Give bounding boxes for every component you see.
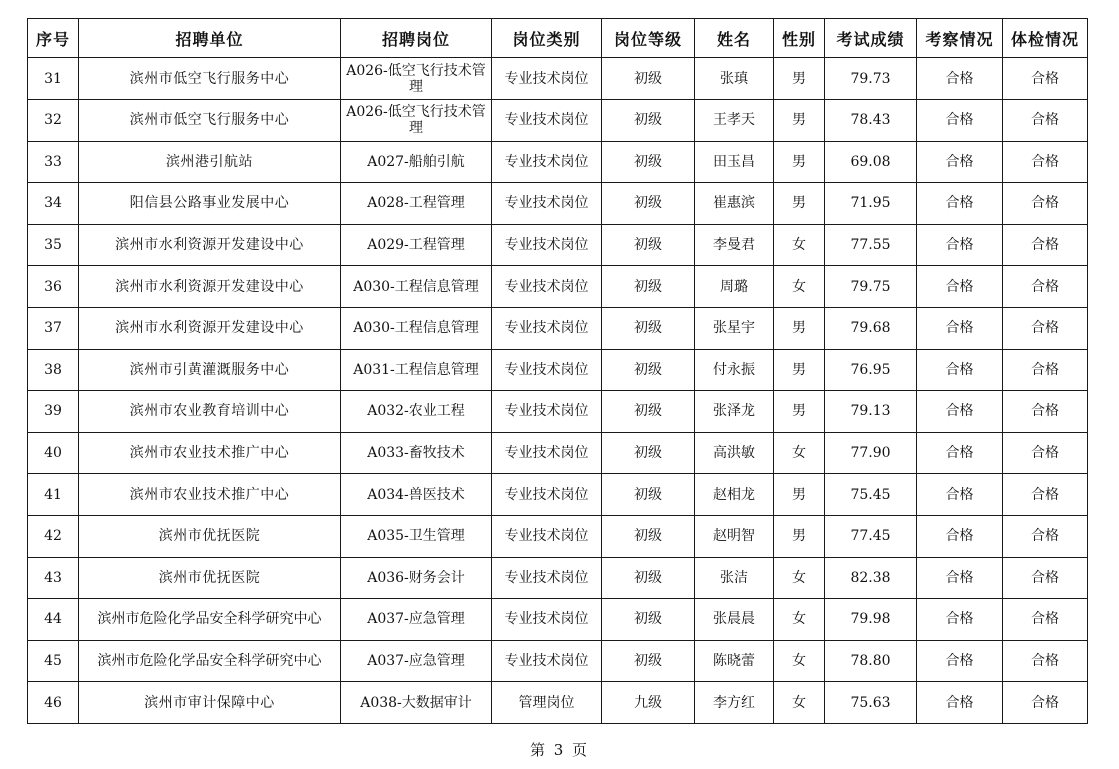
cell-inspection-result: 合格 xyxy=(917,474,1003,516)
cell-post-category: 专业技术岗位 xyxy=(492,266,602,308)
cell-post-category: 专业技术岗位 xyxy=(492,141,602,183)
cell-name: 张晨晨 xyxy=(695,599,774,641)
cell-recruiting-post: A027-船舶引航 xyxy=(341,141,492,183)
cell-inspection-result: 合格 xyxy=(917,391,1003,433)
header-recruiting-unit: 招聘单位 xyxy=(79,19,341,58)
cell-medical-result: 合格 xyxy=(1003,640,1088,682)
table-row xyxy=(28,391,1088,433)
cell-medical-result: 合格 xyxy=(1003,599,1088,641)
header-name: 姓名 xyxy=(695,19,774,58)
cell-serial-number: 44 xyxy=(28,599,79,641)
cell-post-level: 九级 xyxy=(602,682,695,724)
cell-medical-result: 合格 xyxy=(1003,266,1088,308)
cell-recruiting-post: A037-应急管理 xyxy=(341,599,492,641)
table-row xyxy=(28,557,1088,599)
cell-gender: 女 xyxy=(774,640,825,682)
cell-post-category: 专业技术岗位 xyxy=(492,557,602,599)
cell-inspection-result: 合格 xyxy=(917,141,1003,183)
cell-post-level: 初级 xyxy=(602,224,695,266)
cell-gender: 女 xyxy=(774,432,825,474)
table-row xyxy=(28,183,1088,225)
table-row xyxy=(28,266,1088,308)
cell-serial-number: 32 xyxy=(28,100,79,142)
cell-exam-score: 77.90 xyxy=(825,432,917,474)
cell-post-level: 初级 xyxy=(602,557,695,599)
cell-post-level: 初级 xyxy=(602,58,695,100)
cell-recruiting-unit: 滨州市农业技术推广中心 xyxy=(79,432,341,474)
cell-recruiting-post: A028-工程管理 xyxy=(341,183,492,225)
cell-gender: 男 xyxy=(774,100,825,142)
cell-name: 崔惠滨 xyxy=(695,183,774,225)
table-row xyxy=(28,432,1088,474)
cell-name: 付永振 xyxy=(695,349,774,391)
cell-inspection-result: 合格 xyxy=(917,307,1003,349)
cell-gender: 男 xyxy=(774,307,825,349)
cell-gender: 女 xyxy=(774,266,825,308)
cell-exam-score: 79.73 xyxy=(825,58,917,100)
cell-medical-result: 合格 xyxy=(1003,515,1088,557)
cell-gender: 男 xyxy=(774,474,825,516)
cell-recruiting-unit: 滨州市农业教育培训中心 xyxy=(79,391,341,433)
cell-post-category: 专业技术岗位 xyxy=(492,58,602,100)
cell-recruiting-post: A034-兽医技术 xyxy=(341,474,492,516)
cell-recruiting-unit: 滨州市引黄灌溉服务中心 xyxy=(79,349,341,391)
cell-inspection-result: 合格 xyxy=(917,266,1003,308)
cell-recruiting-post: A031-工程信息管理 xyxy=(341,349,492,391)
cell-inspection-result: 合格 xyxy=(917,224,1003,266)
table-row xyxy=(28,474,1088,516)
cell-post-category: 专业技术岗位 xyxy=(492,599,602,641)
table-row xyxy=(28,100,1088,142)
cell-name: 赵相龙 xyxy=(695,474,774,516)
cell-exam-score: 78.80 xyxy=(825,640,917,682)
cell-post-level: 初级 xyxy=(602,599,695,641)
cell-exam-score: 78.43 xyxy=(825,100,917,142)
cell-gender: 男 xyxy=(774,183,825,225)
table-header-row xyxy=(28,19,1088,58)
cell-recruiting-unit: 滨州市审计保障中心 xyxy=(79,682,341,724)
header-inspection-result: 考察情况 xyxy=(917,19,1003,58)
cell-post-level: 初级 xyxy=(602,266,695,308)
cell-recruiting-unit: 滨州市危险化学品安全科学研究中心 xyxy=(79,599,341,641)
cell-exam-score: 79.13 xyxy=(825,391,917,433)
cell-serial-number: 39 xyxy=(28,391,79,433)
cell-inspection-result: 合格 xyxy=(917,599,1003,641)
cell-name: 张星宇 xyxy=(695,307,774,349)
header-medical-result: 体检情况 xyxy=(1003,19,1088,58)
cell-exam-score: 79.68 xyxy=(825,307,917,349)
table-row xyxy=(28,224,1088,266)
cell-recruiting-post: A030-工程信息管理 xyxy=(341,307,492,349)
cell-post-level: 初级 xyxy=(602,391,695,433)
cell-medical-result: 合格 xyxy=(1003,224,1088,266)
cell-medical-result: 合格 xyxy=(1003,432,1088,474)
cell-exam-score: 77.45 xyxy=(825,515,917,557)
header-exam-score: 考试成绩 xyxy=(825,19,917,58)
cell-exam-score: 69.08 xyxy=(825,141,917,183)
cell-exam-score: 75.45 xyxy=(825,474,917,516)
page-number: 第 3 页 xyxy=(529,741,590,759)
cell-post-category: 专业技术岗位 xyxy=(492,349,602,391)
cell-serial-number: 45 xyxy=(28,640,79,682)
cell-serial-number: 42 xyxy=(28,515,79,557)
cell-serial-number: 37 xyxy=(28,307,79,349)
cell-recruiting-unit: 滨州市优抚医院 xyxy=(79,557,341,599)
cell-recruiting-post: A037-应急管理 xyxy=(341,640,492,682)
cell-recruiting-unit: 滨州市水利资源开发建设中心 xyxy=(79,224,341,266)
cell-serial-number: 34 xyxy=(28,183,79,225)
cell-serial-number: 40 xyxy=(28,432,79,474)
header-post-level: 岗位等级 xyxy=(602,19,695,58)
recruitment-roster-table xyxy=(27,18,1088,724)
cell-inspection-result: 合格 xyxy=(917,58,1003,100)
cell-post-category: 专业技术岗位 xyxy=(492,183,602,225)
cell-name: 王孝天 xyxy=(695,100,774,142)
table-body xyxy=(28,58,1088,724)
cell-name: 田玉昌 xyxy=(695,141,774,183)
cell-medical-result: 合格 xyxy=(1003,391,1088,433)
cell-name: 李方红 xyxy=(695,682,774,724)
cell-recruiting-post: A035-卫生管理 xyxy=(341,515,492,557)
cell-serial-number: 46 xyxy=(28,682,79,724)
cell-serial-number: 33 xyxy=(28,141,79,183)
cell-recruiting-unit: 滨州市低空飞行服务中心 xyxy=(79,100,341,142)
cell-serial-number: 41 xyxy=(28,474,79,516)
cell-post-level: 初级 xyxy=(602,432,695,474)
cell-exam-score: 76.95 xyxy=(825,349,917,391)
cell-gender: 男 xyxy=(774,391,825,433)
header-post-category: 岗位类别 xyxy=(492,19,602,58)
table-row xyxy=(28,682,1088,724)
table-row xyxy=(28,141,1088,183)
cell-gender: 男 xyxy=(774,349,825,391)
table-row xyxy=(28,640,1088,682)
header-serial-number: 序号 xyxy=(28,19,79,58)
header-gender: 性别 xyxy=(774,19,825,58)
cell-exam-score: 77.55 xyxy=(825,224,917,266)
cell-name: 周璐 xyxy=(695,266,774,308)
cell-recruiting-unit: 滨州市农业技术推广中心 xyxy=(79,474,341,516)
cell-name: 陈晓蕾 xyxy=(695,640,774,682)
cell-recruiting-post: A033-畜牧技术 xyxy=(341,432,492,474)
cell-name: 张洁 xyxy=(695,557,774,599)
cell-name: 赵明智 xyxy=(695,515,774,557)
cell-inspection-result: 合格 xyxy=(917,183,1003,225)
cell-inspection-result: 合格 xyxy=(917,682,1003,724)
cell-post-level: 初级 xyxy=(602,349,695,391)
cell-recruiting-unit: 滨州市危险化学品安全科学研究中心 xyxy=(79,640,341,682)
cell-medical-result: 合格 xyxy=(1003,100,1088,142)
cell-medical-result: 合格 xyxy=(1003,682,1088,724)
cell-post-category: 专业技术岗位 xyxy=(492,640,602,682)
cell-name: 高洪敏 xyxy=(695,432,774,474)
cell-medical-result: 合格 xyxy=(1003,58,1088,100)
cell-recruiting-post: A032-农业工程 xyxy=(341,391,492,433)
cell-gender: 男 xyxy=(774,58,825,100)
cell-post-category: 专业技术岗位 xyxy=(492,224,602,266)
cell-gender: 女 xyxy=(774,682,825,724)
cell-post-category: 专业技术岗位 xyxy=(492,307,602,349)
cell-recruiting-unit: 滨州港引航站 xyxy=(79,141,341,183)
cell-exam-score: 82.38 xyxy=(825,557,917,599)
table-row xyxy=(28,307,1088,349)
cell-serial-number: 38 xyxy=(28,349,79,391)
cell-medical-result: 合格 xyxy=(1003,349,1088,391)
cell-serial-number: 43 xyxy=(28,557,79,599)
cell-gender: 女 xyxy=(774,224,825,266)
cell-post-category: 专业技术岗位 xyxy=(492,474,602,516)
cell-post-category: 专业技术岗位 xyxy=(492,515,602,557)
cell-exam-score: 79.75 xyxy=(825,266,917,308)
cell-name: 李曼君 xyxy=(695,224,774,266)
cell-recruiting-post: A038-大数据审计 xyxy=(341,682,492,724)
cell-name: 张泽龙 xyxy=(695,391,774,433)
cell-post-level: 初级 xyxy=(602,141,695,183)
cell-recruiting-unit: 滨州市水利资源开发建设中心 xyxy=(79,307,341,349)
table-row xyxy=(28,599,1088,641)
cell-name: 张瑱 xyxy=(695,58,774,100)
cell-medical-result: 合格 xyxy=(1003,141,1088,183)
cell-recruiting-post: A026-低空飞行技术管理 xyxy=(341,58,492,100)
cell-medical-result: 合格 xyxy=(1003,474,1088,516)
cell-recruiting-post: A026-低空飞行技术管理 xyxy=(341,100,492,142)
cell-recruiting-post: A030-工程信息管理 xyxy=(341,266,492,308)
cell-serial-number: 36 xyxy=(28,266,79,308)
cell-medical-result: 合格 xyxy=(1003,307,1088,349)
cell-serial-number: 35 xyxy=(28,224,79,266)
cell-post-category: 专业技术岗位 xyxy=(492,432,602,474)
cell-post-level: 初级 xyxy=(602,474,695,516)
cell-post-category: 专业技术岗位 xyxy=(492,391,602,433)
cell-exam-score: 79.98 xyxy=(825,599,917,641)
cell-gender: 女 xyxy=(774,599,825,641)
cell-post-level: 初级 xyxy=(602,640,695,682)
cell-post-category: 专业技术岗位 xyxy=(492,100,602,142)
table-row xyxy=(28,58,1088,100)
table-row xyxy=(28,515,1088,557)
cell-exam-score: 71.95 xyxy=(825,183,917,225)
cell-inspection-result: 合格 xyxy=(917,100,1003,142)
cell-medical-result: 合格 xyxy=(1003,557,1088,599)
cell-recruiting-unit: 滨州市优抚医院 xyxy=(79,515,341,557)
cell-post-level: 初级 xyxy=(602,307,695,349)
cell-inspection-result: 合格 xyxy=(917,515,1003,557)
header-recruiting-post: 招聘岗位 xyxy=(341,19,492,58)
cell-serial-number: 31 xyxy=(28,58,79,100)
cell-medical-result: 合格 xyxy=(1003,183,1088,225)
cell-inspection-result: 合格 xyxy=(917,557,1003,599)
cell-inspection-result: 合格 xyxy=(917,640,1003,682)
cell-gender: 女 xyxy=(774,557,825,599)
cell-recruiting-unit: 滨州市水利资源开发建设中心 xyxy=(79,266,341,308)
cell-post-category: 管理岗位 xyxy=(492,682,602,724)
cell-inspection-result: 合格 xyxy=(917,349,1003,391)
cell-recruiting-unit: 阳信县公路事业发展中心 xyxy=(79,183,341,225)
cell-post-level: 初级 xyxy=(602,183,695,225)
cell-post-level: 初级 xyxy=(602,100,695,142)
cell-recruiting-post: A036-财务会计 xyxy=(341,557,492,599)
cell-exam-score: 75.63 xyxy=(825,682,917,724)
cell-post-level: 初级 xyxy=(602,515,695,557)
cell-recruiting-unit: 滨州市低空飞行服务中心 xyxy=(79,58,341,100)
cell-inspection-result: 合格 xyxy=(917,432,1003,474)
cell-gender: 男 xyxy=(774,515,825,557)
table-row xyxy=(28,349,1088,391)
cell-recruiting-post: A029-工程管理 xyxy=(341,224,492,266)
cell-gender: 男 xyxy=(774,141,825,183)
